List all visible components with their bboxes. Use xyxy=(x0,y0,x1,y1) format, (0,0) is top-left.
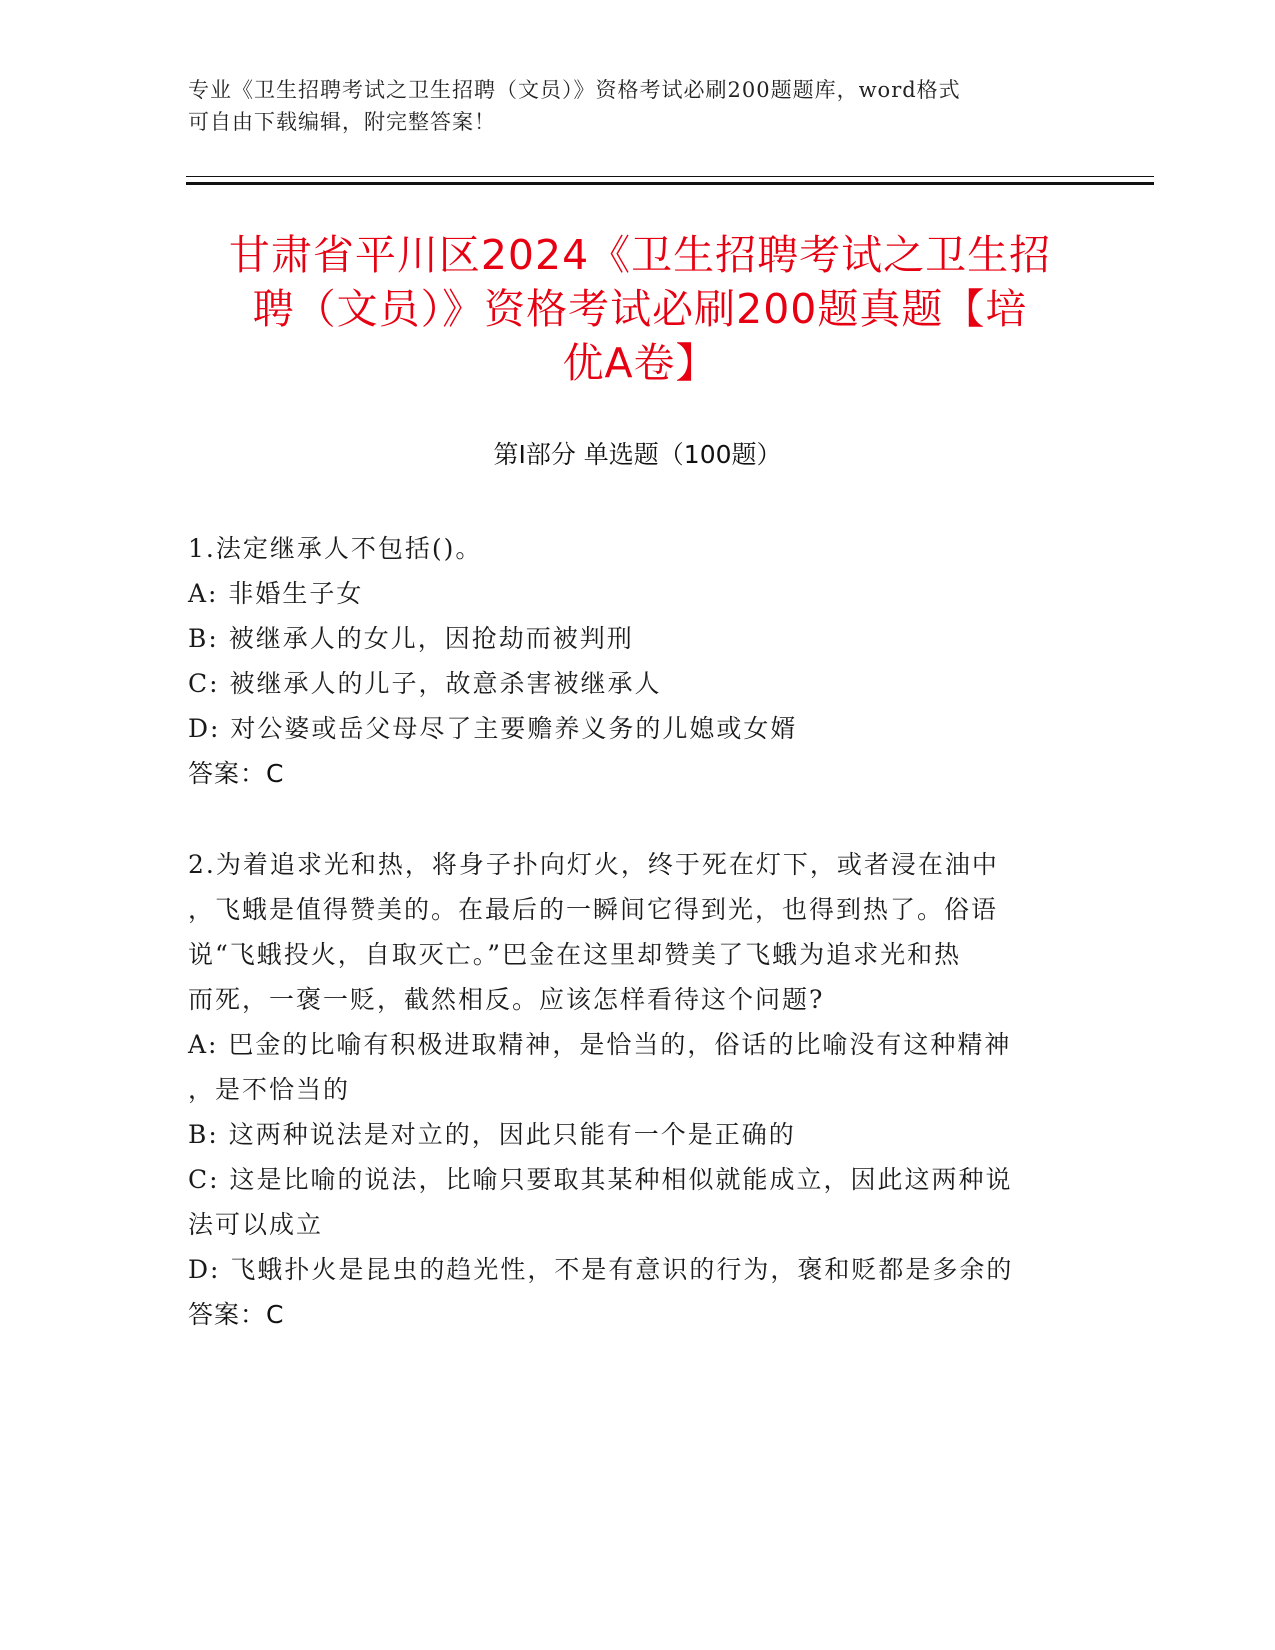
question-stem: 说“飞蛾投火，自取灭亡。”巴金在这里却赞美了飞蛾为追求光和热 xyxy=(188,940,962,969)
answer: 答案：C xyxy=(188,759,285,788)
document-title-line: 聘（文员）》资格考试必刷200题真题【培 xyxy=(252,285,1028,333)
header-note xyxy=(188,74,1088,138)
option-c: C: 这是比喻的说法，比喻只要取其某种相似就能成立，因此这两种说 xyxy=(188,1165,1013,1194)
option-d: D: 飞蛾扑火是昆虫的趋光性，不是有意识的行为，褒和贬都是多余的 xyxy=(188,1255,1014,1284)
question-2 xyxy=(188,842,1068,1337)
question-stem: 而死，一褒一贬，截然相反。应该怎样看待这个问题? xyxy=(188,985,825,1014)
question-stem: 2.为着追求光和热，将身子扑向灯火，终于死在灯下，或者浸在油中 xyxy=(188,850,999,879)
document-title xyxy=(190,228,1090,390)
answer: 答案：C xyxy=(188,1300,285,1329)
option-d: D: 对公婆或岳父母尽了主要赡养义务的儿媳或女婿 xyxy=(188,714,798,743)
header-divider-thin xyxy=(186,176,1154,177)
option-a: A: 非婚生子女 xyxy=(188,579,364,608)
option-b: B: 被继承人的女儿，因抢劫而被判刑 xyxy=(188,624,634,653)
header-note-line: 专业《卫生招聘考试之卫生招聘（文员）》资格考试必刷200题题库，word格式 xyxy=(188,78,961,102)
document-title-line: 优A卷】 xyxy=(562,339,718,387)
header-note-line: 可自由下载编辑，附完整答案！ xyxy=(188,110,496,134)
question-stem: 1.法定继承人不包括()。 xyxy=(188,534,483,563)
document-title-line: 甘肃省平川区2024《卫生招聘考试之卫生招 xyxy=(228,231,1052,279)
option-b: B: 这两种说法是对立的，因此只能有一个是正确的 xyxy=(188,1120,796,1149)
option-a-continued: ，是不恰当的 xyxy=(188,1075,351,1104)
section-title: 第Ⅰ部分 单选题（100题） xyxy=(493,440,782,469)
option-a: A: 巴金的比喻有积极进取精神，是恰当的，俗话的比喻没有这种精神 xyxy=(188,1030,1012,1059)
option-c-continued: 法可以成立 xyxy=(188,1210,324,1239)
option-c: C: 被继承人的儿子，故意杀害被继承人 xyxy=(188,669,662,698)
question-1 xyxy=(188,526,1068,796)
header-divider-thick xyxy=(186,182,1154,185)
question-stem: ，飞蛾是值得赞美的。在最后的一瞬间它得到光，也得到热了。俗语 xyxy=(188,895,999,924)
